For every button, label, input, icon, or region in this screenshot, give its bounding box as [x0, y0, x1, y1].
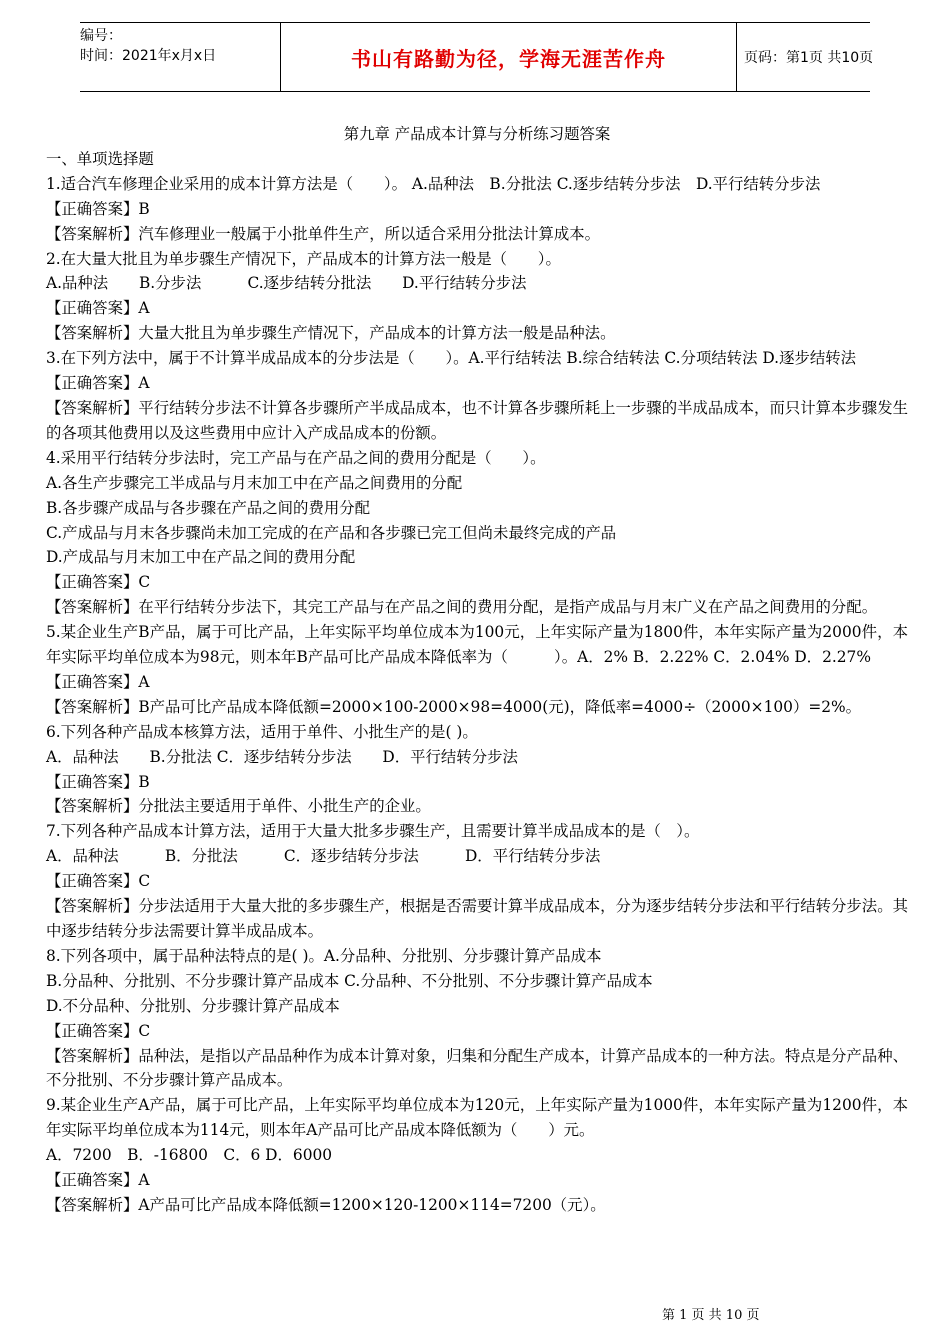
chapter-title: 第九章 产品成本计算与分析练习题答案	[343, 125, 611, 143]
text-line: 3.在下列方法中，属于不计算半成品成本的分步法是（ ）。A.平行结转法 B.综合结转法 C.分项结转法 D.逐步结转法	[46, 349, 857, 368]
text-line: 【答案解析】平行结转分步法不计算各步骤所产半成品成本，也不计算各步骤所耗上一步骤的半成品成本，而只计算本步骤发生的各项其他费用以及这些费用中应计入产成品成本的份额。	[46, 398, 908, 442]
header-motto-cell	[280, 23, 737, 91]
text-line: A．品种法 B．分批法 C．逐步结转分步法 D．平行结转分步法	[46, 847, 601, 866]
text-line: 【答案解析】分批法主要适用于单件、小批生产的企业。	[46, 797, 431, 816]
text-line: 【正确答案】A	[46, 1171, 150, 1190]
question-list	[46, 147, 908, 1218]
text-line: 【正确答案】B	[46, 199, 150, 218]
text-line: 6.下列各种产品成本核算方法，适用于单件、小批生产的是( )。	[46, 722, 478, 741]
text-line: A．7200 B．-16800 C．6 D．6000	[46, 1146, 333, 1165]
text-line: B.分品种、分批别、不分步骤计算产品成本 C.分品种、不分批别、不分步骤计算产品成本	[46, 971, 653, 990]
text-line: 【答案解析】大量大批且为单步骤生产情况下，产品成本的计算方法一般是品种法。	[46, 324, 616, 343]
text-line: 【答案解析】分步法适用于大量大批的多步骤生产，根据是否需要计算半成品成本，分为逐步结转分步法和平行结转分步法。其中逐步结转分步法需要计算半成品成本。	[46, 897, 908, 940]
text-line: 2.在大量大批且为单步骤生产情况下，产品成本的计算方法一般是（ ）。	[46, 249, 561, 268]
header-page-info: 页码：第1页 共10页	[744, 50, 874, 66]
text-line: 8.下列各项中，属于品种法特点的是( )。A.分品种、分批别、分步骤计算产品成本	[46, 946, 602, 965]
header-page-cell	[736, 23, 878, 91]
text-line: 【正确答案】C	[46, 573, 151, 592]
text-line: 【正确答案】C	[46, 1021, 151, 1040]
header-meta	[80, 23, 280, 91]
page-footer: 第 1 页 共 10 页	[662, 1308, 760, 1323]
document-number-label: 编号：	[80, 28, 122, 44]
text-line: B.各步骤产成品与各步骤在产品之间的费用分配	[46, 498, 371, 517]
text-line: A.品种法 B.分步法 C.逐步结转分批法 D.平行结转分步法	[46, 274, 527, 293]
header-motto: 书山有路勤为径，学海无涯苦作舟	[351, 46, 666, 71]
text-line: D.不分品种、分批别、分步骤计算产品成本	[46, 996, 340, 1015]
text-line: A.各生产步骤完工半成品与月末加工中在产品之间费用的分配	[46, 473, 463, 492]
text-line: 【正确答案】B	[46, 772, 150, 791]
text-line: 7.下列各种产品成本计算方法，适用于大量大批多步骤生产，且需要计算半成品成本的是（ ）。	[46, 822, 700, 841]
text-line: 一、单项选择题	[46, 149, 154, 168]
text-line: D.产成品与月末加工中在产品之间的费用分配	[46, 548, 356, 567]
text-line: 5.某企业生产B产品，属于可比产品，上年实际平均单位成本为100元，上年实际产量为1800件，本年实际产量为2000件，本年实际平均单位成本为98元，则本年B产品可比产品成本降低率为（ ）。A．2% B．2.22% C．2.04% D．2.27%	[46, 623, 908, 667]
text-line: C.产成品与月末各步骤尚未加工完成的在产品和各步骤已完工但尚未最终完成的产品	[46, 523, 617, 542]
text-line: 1.适合汽车修理企业采用的成本计算方法是（ ）。 A.品种法 B.分批法 C.逐步结转分步法 D.平行结转分步法	[46, 174, 821, 193]
text-line: 【答案解析】A产品可比产品成本降低额=1200×120-1200×114=7200（元）。	[46, 1195, 606, 1214]
document-body	[46, 122, 908, 1218]
text-line: 【答案解析】品种法，是指以产品品种作为成本计算对象，归集和分配生产成本，计算产品成本的一种方法。特点是分产品种、不分批别、不分步骤计算产品成本。	[46, 1046, 908, 1090]
text-line: 【答案解析】B产品可比产品成本降低额=2000×100-2000×98=4000(元)，降低率=4000÷（2000×100）=2%。	[46, 697, 862, 716]
text-line: 4.采用平行结转分步法时，完工产品与在产品之间的费用分配是（ ）。	[46, 448, 546, 467]
header-table	[80, 22, 874, 92]
text-line: 【正确答案】A	[46, 299, 150, 318]
document-time-label: 时间：2021年x月x日	[80, 48, 217, 64]
text-line: 【正确答案】A	[46, 672, 150, 691]
text-line: 【答案解析】汽车修理业一般属于小批单件生产，所以适合采用分批法计算成本。	[46, 224, 601, 243]
text-line: 【答案解析】在平行结转分步法下，其完工产品与在产品之间的费用分配，是指产成品与月末广义在产品之间费用的分配。	[46, 598, 878, 617]
text-line: 【正确答案】A	[46, 374, 150, 393]
text-line: 【正确答案】C	[46, 872, 151, 891]
text-line: A．品种法 B.分批法 C．逐步结转分步法 D．平行结转分步法	[46, 747, 518, 766]
text-line: 9.某企业生产A产品，属于可比产品，上年实际平均单位成本为120元，上年实际产量为1000件，本年实际产量为1200件，本年实际平均单位成本为114元，则本年A产品可比产品成本降低额为（ ）元。	[46, 1096, 908, 1140]
